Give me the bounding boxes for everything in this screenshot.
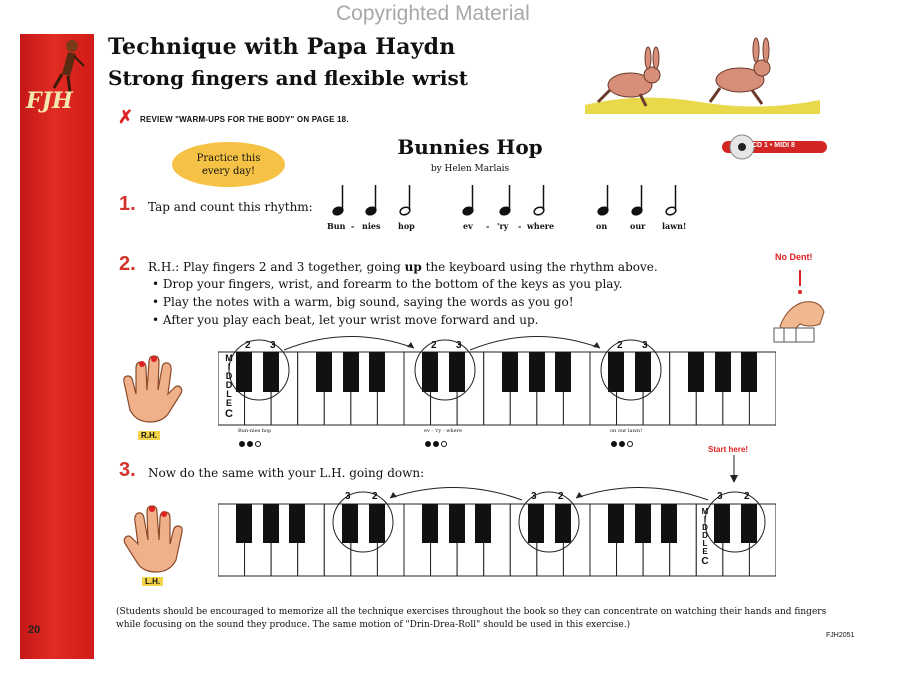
- right-hand-icon: [116, 350, 186, 430]
- fjh-logo: FJH: [26, 88, 73, 114]
- finger-number: 2: [431, 340, 437, 351]
- finger-number: 2: [558, 491, 564, 502]
- check-icon: ✗: [118, 107, 134, 128]
- small-lyric: on our lawn!: [610, 428, 643, 434]
- start-here-label: Start here!: [708, 445, 749, 454]
- lyric: hop: [398, 221, 415, 231]
- papa-haydn-icon: [40, 36, 90, 96]
- lyric: Bun: [327, 221, 346, 231]
- rh-label: R.H.: [138, 431, 160, 440]
- left-hand-icon: [120, 500, 190, 580]
- lyric: ev: [463, 221, 473, 231]
- keyboard-lh: [218, 484, 776, 580]
- step-3-number: 3.: [119, 459, 136, 481]
- finger-number: 2: [617, 340, 623, 351]
- step-1-number: 1.: [119, 193, 136, 215]
- small-rhythm-notes: [238, 434, 658, 448]
- finger-number: 2: [744, 491, 750, 502]
- finger-number: 3: [456, 340, 462, 351]
- lyric: -: [518, 221, 522, 231]
- finger-number: 3: [642, 340, 648, 351]
- finger-number: 3: [270, 340, 276, 351]
- finger-number: 2: [245, 340, 251, 351]
- copyright-watermark: Copyrighted Material: [336, 2, 530, 25]
- bunnies-illustration: [580, 30, 825, 115]
- footnote: (Students should be encouraged to memorize all the technique exercises throughout the book so they can concentrate on watching their hands and fingers while focusing on the sound they produce. The same motion of "Drin-Drea-Roll" should be used in this exercise.): [116, 607, 827, 630]
- page-subtitle: Strong fingers and flexible wrist: [108, 66, 468, 90]
- lyric: nies: [362, 221, 381, 231]
- step-2-number: 2.: [119, 253, 136, 275]
- finger-number: 3: [717, 491, 723, 502]
- finger-number: 2: [372, 491, 378, 502]
- small-lyric: ev - 'ry - where: [424, 428, 462, 434]
- middle-c-label: M I D D L E C: [225, 353, 233, 420]
- step-2-text: R.H.: Play fingers 2 and 3 together, going up the keyboard using the rhythm above.: [148, 260, 658, 274]
- song-title: Bunnies Hop: [397, 135, 543, 159]
- lyric: on: [596, 221, 608, 231]
- step-2-bullet: • Play the notes with a warm, big sound, saying the words as you go!: [152, 295, 574, 309]
- review-note: REVIEW "WARM-UPS FOR THE BODY" ON PAGE 18.: [140, 115, 349, 124]
- song-byline: by Helen Marlais: [430, 164, 510, 174]
- start-arrow-icon: [728, 455, 740, 485]
- lyric: where: [527, 221, 555, 231]
- lyric: our: [630, 221, 646, 231]
- step-2-bullet: • After you play each beat, let your wrist move forward and up.: [152, 313, 539, 327]
- step-1-text: Tap and count this rhythm:: [148, 200, 313, 214]
- lyric: lawn!: [662, 221, 687, 231]
- cd-track-label: CD 1 • MIDI 8: [752, 142, 795, 149]
- finger-press-illustration: [770, 266, 830, 346]
- lyric: -: [486, 221, 490, 231]
- keyboard-rh: [218, 330, 776, 426]
- lyric: -: [351, 221, 355, 231]
- rhythm-notes: [325, 180, 695, 220]
- finger-number: 3: [345, 491, 351, 502]
- catalog-code: FJH2051: [826, 632, 855, 639]
- no-dent-label: No Dent!: [775, 252, 813, 262]
- small-lyric: Bun-nies hop: [238, 428, 272, 434]
- lyric: 'ry: [497, 221, 509, 231]
- step-2-bullet: • Drop your fingers, wrist, and forearm to the bottom of the keys as you play.: [152, 277, 623, 291]
- finger-number: 3: [531, 491, 537, 502]
- red-sidebar: [20, 34, 94, 659]
- page-title: Technique with Papa Haydn: [108, 34, 456, 60]
- middle-c-label: M I D D L E C: [701, 507, 709, 567]
- step-3-text: Now do the same with your L.H. going down:: [148, 466, 425, 480]
- page-number: 20: [28, 624, 41, 636]
- practice-badge: Practice this every day!: [172, 142, 285, 187]
- lh-label: L.H.: [142, 577, 163, 586]
